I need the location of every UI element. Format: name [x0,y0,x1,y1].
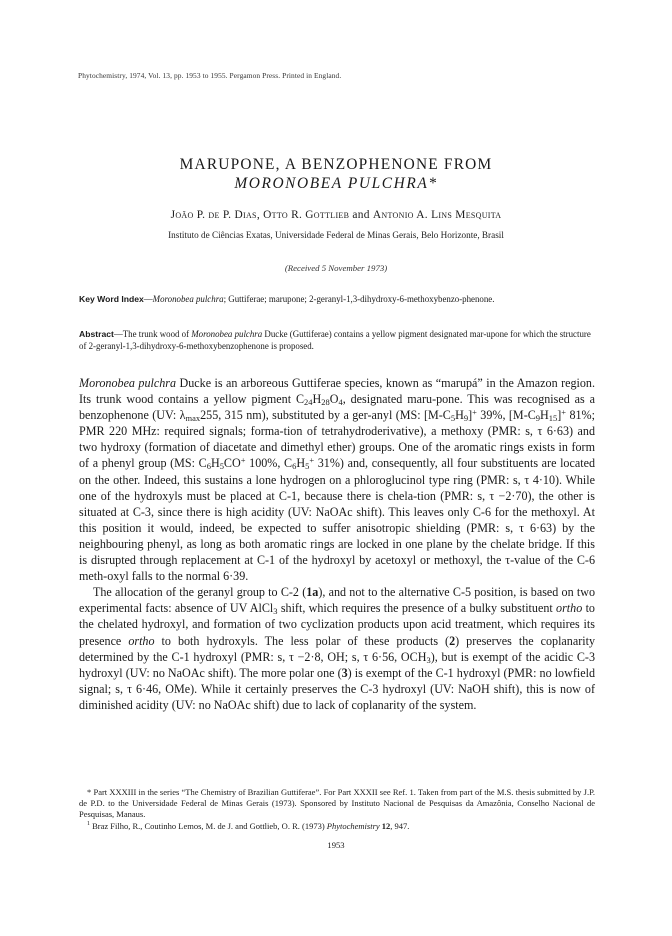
para2-text: ) preserves the coplanarity determined by the C-1 hydroxyl (PMR: s, τ −2·8, OH; s, τ 6·56, OCH [79,633,596,664]
paragraph-2 [79,584,595,713]
page-number: 1953 [327,840,345,850]
formula-part: H [210,456,220,471]
formula-part: H [296,456,306,471]
formula-sub: 24 [304,397,313,408]
keyword-index [79,294,595,306]
reference-volume: 12 [379,820,391,831]
para2-text: ), and not to the alternative C-5 position, is based on two experimental facts: absence of UV AlCl [79,585,596,616]
abstract-text: —The trunk wood of [113,329,192,339]
formula-sup: + [472,407,477,418]
formula-sub: 28 [321,397,330,408]
formula-part: H [312,392,322,407]
para2-text: shift, which requires the presence of a bulky substituent [277,601,557,616]
received-date: (Received 5 November 1973) [284,263,388,273]
para1-text: 100%, C [245,456,293,471]
abstract-text: Ducke (Guttiferae) contains a yellow pigment designated mar-upone for which the structure of 2-geranyl-1,3-dihydroxy-6-methoxybenzophenone is proposed. [79,329,591,351]
formula-sup: + [309,455,315,466]
abstract-label: Abstract [79,329,114,339]
formula-sub: 9 [535,413,541,424]
formula-sub: 4 [338,397,343,408]
para1-text: 39%, [M-C [476,408,536,423]
para2-text: ), but is exempt of the acidic C-3 hydroxyl (UV: no NaOAc shift). The more polar one ( [79,649,595,680]
para2-text: to both hydroxyls. The less polar of these products ( [154,633,450,648]
formula-sub: 3 [273,606,278,617]
reference-number: 1 [87,820,90,827]
italic-term: ortho [128,633,155,648]
keyword-dash: — [143,294,153,304]
para1-text: Ducke is an arboreous Guttiferae species, known as “marupá” in the Amazon region. Its trunk wood contains a yellow pigment C [79,376,595,407]
formula-sub: 6 [206,461,211,472]
formula-sub: 5 [305,461,310,472]
para2-text: ) is exempt of the C-1 hydroxyl (PMR: no lowfield signal; s, τ 6·46, OMe). While it certainly preserves the C-3 hydroxyl (UV: NaOH shift), this is now of diminished acidity (UV: no NaOAc shift) due to lack of coplanarity of the system. [79,665,595,712]
abstract-species: Moronobea pulchra [191,329,263,339]
author-mesquita: Antonio A. Lins Mesquita [372,209,502,221]
formula-sub: 3 [426,654,431,665]
compound-ref: 2 [449,633,456,648]
author-gottlieb: Otto R. Gottlieb [263,209,350,221]
para1-text: 81%; PMR 220 MHz: required signals; forma-tion of tetrahydroderivative), a methoxy (PMR: s, τ 6·63) and two hydroxy (formation of diacetate and dimethyl ether) groups. One of the aromatic rings exists in form of a phenyl group (MS: C [79,408,595,471]
abstract [79,329,595,353]
para1-text: 255, 315 nm), substituted by a ger-anyl (MS: [M-C [200,408,451,423]
keyword-label: Key Word Index [79,294,144,304]
reference-authors: Braz Filho, R., Coutinho Lemos, M. de J. and Gottlieb, O. R. (1973) [89,820,327,831]
formula-sup: + [240,455,246,466]
para2-text: The allocation of the geranyl group to C-2 ( [93,585,307,600]
formula-sup: + [561,407,567,418]
lambda-max-sub: max [185,413,201,424]
paragraph-1 [79,375,595,584]
footnotes [79,787,595,832]
para1-species: Moronobea pulchra [79,376,177,390]
formula-sub: 6 [292,461,297,472]
formula-part: H [455,408,464,423]
compound-ref: 1a [306,585,319,600]
formula-part: ] [557,408,562,423]
article-title-line2: MORONOBEA PULCHRA* [234,175,438,192]
para1-text: 31%) and, consequently, all four substituents are located on the other. Indeed, this sustains a lone hydrogen on a phloroglucinol type ring (PMR: s, τ 4·10). While one of the hydroxyls must be placed at C-1, because there is chela-tion (PMR: s, τ −2·70), the other is situated at C-3, since there is high acidity (UV: NaOAc shift). This leaves only C-6 for the methoxyl. At this position it would, indeed, be expected to suffer anisotropic shielding (PMR: s, τ 6·63) by the neighbouring phenyl, as long as both aromatic rings are locked in one plane by the chelate bridge. If this is disrupted through replacement at C-1 of the hydroxyl by acetoxyl or methoxyl, the τ-value of the C-6 meth-oxyl falls to the normal 6·39. [79,456,595,584]
author-separator: , [256,209,264,221]
author-list [0,209,672,221]
keyword-species: Moronobea pulchra [152,294,224,304]
journal-citation: Phytochemistry, 1974, Vol. 13, pp. 1953 to 1955. Pergamon Press. Printed in England. [78,71,342,80]
affiliation: Instituto de Ciências Exatas, Universidade Federal de Minas Gerais, Belo Horizonte, Brasil [168,230,504,240]
formula-sub: 5 [450,413,456,424]
italic-term: ortho [556,601,583,616]
formula-part: O [329,392,339,407]
body-text [79,375,595,713]
reference-pages: , 947. [390,820,410,831]
compound-ref: 3 [341,665,348,680]
footnote-series: * Part XXXIII in the series “The Chemistry of Brazilian Guttiferae”. For Part XXXII see Ref. 1. Taken from part of the M.S. thesis submitted by J.P. de P.D. to the Universidade Federal de Minas Gerais (1973). Sponsored by Instituto Nacional de Pesquisas da Amazônia, Conselho Nacional de Pesquisas, Manaus. [79,787,595,820]
formula-part: CO [223,456,241,471]
formula-sub: 5 [219,461,224,472]
formula-sub: 9 [463,413,469,424]
author-dias: João P. de P. Dias [170,209,257,221]
author-and: and [349,209,373,221]
footnote-reference-1 [79,821,595,832]
reference-journal: Phytochemistry [326,820,380,831]
formula-part: H [540,408,549,423]
article-title-line1: MARUPONE, A BENZOPHENONE FROM [179,156,493,173]
keyword-rest: ; Guttiferae; marupone; 2-geranyl-1,3-dihydroxy-6-methoxybenzo-phenone. [223,294,495,304]
para2-text: to the chelated hydroxyl, and formation of two cyclization products upon acid treatment, which requires its presence [79,601,595,648]
formula-sub: 15 [548,413,558,424]
para1-text: , designated maru-pone. This was recognised as a benzophenone (UV: λ [79,392,596,423]
formula-part: ] [468,408,473,423]
